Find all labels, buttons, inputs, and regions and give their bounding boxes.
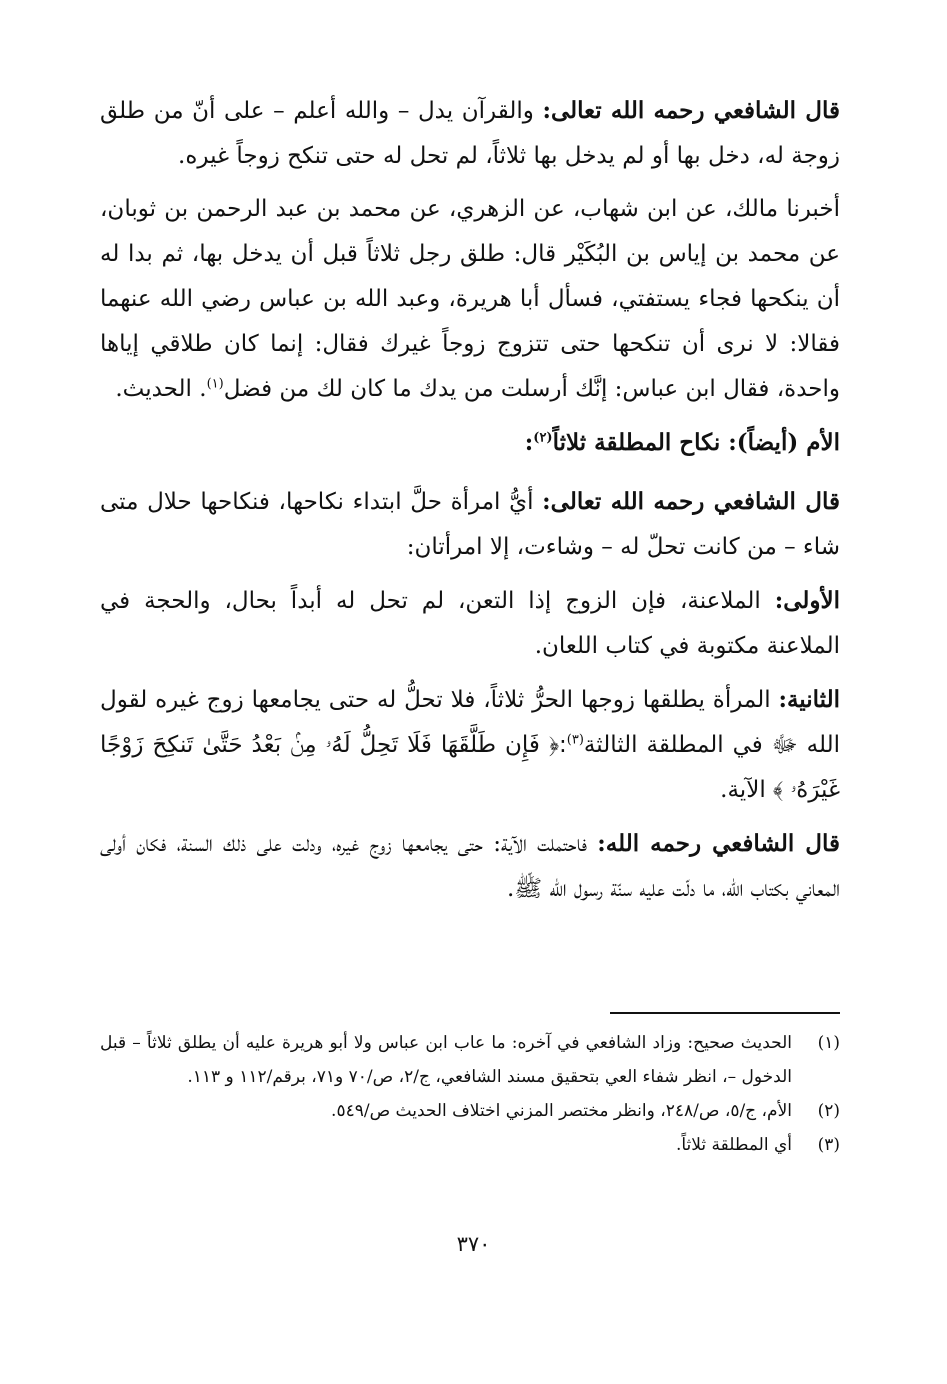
paragraph-5-tail: الآية.	[720, 777, 774, 803]
paragraph-6-text: فاحتملت الآية: حتى يجامعها زوج غيره، ودلت على ذلك السنة، فكان أولى المعاني بكتاب الله، ما دلّت عليه سنّة رسول الله ﷺ.	[100, 831, 840, 902]
footnote-1-number: (١)	[817, 1033, 840, 1053]
paragraph-2-text: أخبرنا مالك، عن ابن شهاب، عن الزهري، عن محمد بن عبد الرحمن بن ثوبان، عن محمد بن إياس بن البُكَيْر قال: طلق رجل ثلاثاً قبل أن يدخل بها، ثم بدا له أن ينكحها فجاء يستفتي، فسأل أبا هريرة، وعبد الله بن عباس رضي الله عنهما فقالا: لا نرى أن تنكحها حتى تتزوج زوجاً غيرك فقال: إنما كان طلاقي إياها واحدة، فقال ابن عباس: إنَّك أرسلت من يدك ما كان لك من فضل	[100, 196, 840, 402]
section-heading	[100, 420, 840, 465]
paragraph-4	[100, 578, 840, 669]
paragraph-1-lead: قال الشافعي رحمه الله تعالى:	[542, 97, 840, 124]
footnote-3	[100, 1128, 840, 1162]
paragraph-5	[100, 677, 840, 813]
section-heading-text: الأم (أيضاً): نكاح المطلقة ثلاثاً	[552, 429, 840, 456]
paragraph-6-lead: قال الشافعي رحمه الله:	[597, 830, 840, 857]
paragraph-2	[100, 187, 840, 412]
paragraph-6	[100, 821, 840, 912]
footnote-1	[100, 1026, 840, 1094]
footnote-3-number: (٣)	[817, 1135, 840, 1155]
paragraph-1-text: والقرآن يدل – والله أعلم – على أنّ من طلق زوجة له، دخل بها أو لم يدخل بها ثلاثاً، لم تحل له حتى تنكح زوجاً غيره.	[100, 98, 840, 169]
footnote-2	[100, 1094, 840, 1128]
footnote-2-text: الأم، ج/٥، ص/٢٤٨، وانظر مختصر المزني اختلاف الحديث ص/٥٤٩.	[331, 1101, 792, 1121]
main-text	[100, 88, 840, 920]
paragraph-5-text: المرأة يطلقها زوجها الحرُّ ثلاثاً، فلا تحلُّ له حتى يجامعها زوج غيره لقول الله ﷻ في المطلقة الثالثة	[100, 687, 840, 758]
paragraph-3	[100, 479, 840, 570]
paragraph-5-lead: الثانية:	[778, 686, 840, 713]
paragraph-1	[100, 88, 840, 179]
footnote-3-text: أي المطلقة ثلاثاً.	[675, 1135, 792, 1155]
footnote-ref-1[interactable]: (١)	[206, 376, 224, 392]
footnotes	[100, 1012, 840, 1162]
footnote-ref-3[interactable]: (٣)	[566, 732, 584, 748]
section-heading-tail: :	[524, 429, 534, 456]
footnote-1-text: الحديث صحيح: وزاد الشافعي في آخره: ما عاب ابن عباس ولا أبو هريرة عليه أن يطلق ثلاثاً – قبل الدخول –، انظر شفاء العي بتحقيق مسند الشافعي، ج/٢، ص/٧٠ و٧١، برقم/١١٢ و ١١٣.	[100, 1033, 792, 1087]
paragraph-2-tail: . الحديث.	[115, 376, 207, 402]
page-number: ٣٧٠	[456, 1232, 491, 1256]
paragraph-3-lead: قال الشافعي رحمه الله تعالى:	[542, 488, 840, 515]
paragraph-3-text: أيُّ امرأة حلَّ ابتداء نكاحها، فنكاحها حلال متى شاء – من كانت تحلّ له – وشاءت، إلا امرأتان:	[100, 489, 840, 560]
paragraph-4-text: الملاعنة، فإن الزوج إذا التعن، لم تحل له أبداً بحال، والحجة في الملاعنة مكتوبة في كتاب اللعان.	[100, 588, 840, 659]
footnote-divider	[610, 1012, 840, 1014]
footnote-ref-2[interactable]: (٢)	[533, 430, 553, 446]
footnote-2-number: (٢)	[817, 1101, 840, 1121]
quran-verse: :﴿ فَإِن طَلَّقَهَا فَلَا تَحِلُّ لَهُۥ مِنۢ بَعْدُ حَتَّىٰ تَنكِحَ زَوْجًا غَيْرَهُۥ ﴾	[100, 732, 840, 803]
paragraph-4-lead: الأولى:	[774, 587, 840, 614]
